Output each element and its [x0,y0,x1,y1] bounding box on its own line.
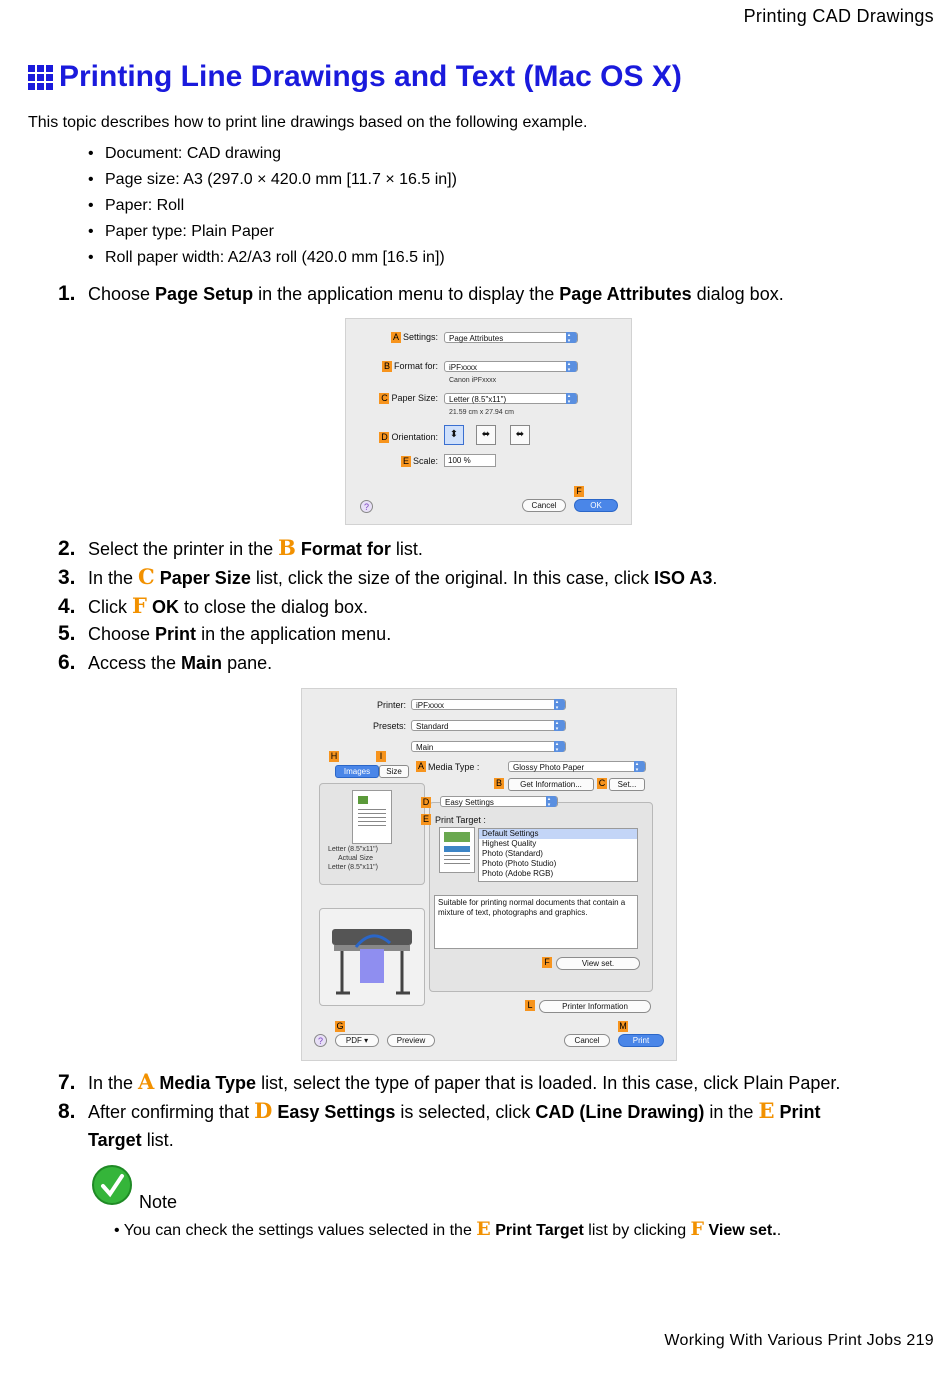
preview-line-1: Letter (8.5"x11") [328,846,378,853]
letter-f: F [132,593,147,618]
tag-a: A [392,332,399,342]
set-button[interactable]: Set... [609,778,645,791]
step-6: 6. Access the Main pane. [58,651,273,674]
tag-b: B [383,361,390,371]
get-information-button[interactable]: Get Information... [508,778,594,791]
print-target-label: Print Target : [435,815,486,825]
letter-d: D [254,1098,273,1123]
tag-g: G [336,1021,344,1031]
tag-a: A [417,761,424,771]
preview-panel [319,783,425,885]
step-4: 4. Click F OK to close the dialog box. [58,593,369,618]
running-header: Printing CAD Drawings [743,6,934,26]
list-item: • Document: CAD drawing [86,144,457,170]
step-7: 7. In the A Media Type list, select the type of paper that is loaded. In this case, click Plain Paper. [58,1069,841,1094]
paper-size-select[interactable]: Letter (8.5"x11") ▴▾ [444,393,578,404]
page-attributes-dialog [345,318,632,525]
step-1: 1. Choose Page Setup in the application menu to display the Page Attributes dialog box. [58,282,784,305]
tag-e: E [402,456,409,466]
help-icon[interactable]: ? [314,1034,327,1047]
intro-text: This topic describes how to print line drawings based on the following example. [28,114,588,131]
section-grid-icon [28,65,53,90]
page-title [28,60,682,94]
preview-line-3: Letter (8.5"x11") [328,864,378,871]
tag-e: E [422,814,429,824]
orientation-label: D Orientation: [381,432,438,442]
cancel-button[interactable]: Cancel [522,499,566,512]
tag-d: D [422,797,430,807]
note-label: Note [139,1192,178,1212]
page-footer: Working With Various Print Jobs 219 [664,1332,934,1349]
portrait-icon[interactable]: ⬍ [444,425,464,445]
settings-select[interactable]: Page Attributes ▴▾ [444,332,578,343]
landscape-right-icon[interactable]: ⬌ [510,425,530,445]
scale-input[interactable]: 100 % [444,454,496,467]
list-item[interactable]: Default Settings [479,829,637,839]
printer-illustration-panel [319,908,425,1006]
page-title-text: Printing Line Drawings and Text (Mac OS X) [59,60,682,93]
preview-button[interactable]: Preview [387,1034,435,1047]
step-8-continued: Target list. [88,1130,174,1150]
cancel-button[interactable]: Cancel [564,1034,610,1047]
tag-c: C [598,778,606,788]
list-item: • Paper type: Plain Paper [86,222,457,248]
media-type-select[interactable]: Glossy Photo Paper ▴▾ [508,761,646,772]
print-main-dialog [301,688,677,1061]
note-item: • You can check the settings values selected in the E Print Target list by clicking F View set.. [114,1218,782,1240]
tag-i: I [376,751,386,762]
list-item[interactable]: Photo (Photo Studio) [482,859,557,868]
step-5: 5. Choose Print in the application menu. [58,622,392,645]
example-list [86,144,457,274]
preview-line-2: Actual Size [338,855,374,862]
printer-information-button[interactable]: Printer Information [539,1000,651,1013]
list-item[interactable]: Highest Quality [482,839,537,848]
target-thumbnail-icon [439,827,475,873]
tab-size[interactable]: Size [379,765,409,778]
list-item[interactable]: Photo (Standard) [482,849,543,858]
step-2: 2. Select the printer in the B Format for list. [58,535,423,560]
list-item[interactable]: Photo (Adobe RGB) [482,869,554,878]
paper-sub: 21.59 cm x 27.94 cm [449,409,514,416]
pdf-button[interactable]: PDF ▾ [335,1034,379,1047]
tag-h: H [330,751,338,761]
view-set-button[interactable]: View set. [556,957,640,970]
format-for-label: B Format for: [383,361,438,371]
tag-l: L [525,1000,535,1011]
print-button[interactable]: Print [618,1034,664,1047]
list-item: • Paper: Roll [86,196,457,222]
tag-c: C [381,393,388,403]
help-icon[interactable]: ? [360,500,373,513]
paper-size-label: C Paper Size: [381,393,438,403]
format-sub: Canon iPFxxxx [449,377,497,384]
printer-label: Printer: [376,700,406,710]
tag-b: B [495,778,502,788]
pane-select[interactable]: Main ▴▾ [411,741,566,752]
landscape-left-icon[interactable]: ⬌ [476,425,496,445]
letter-e: E [476,1218,491,1240]
ok-button[interactable]: OK [574,499,618,512]
print-target-list[interactable] [478,828,638,882]
list-item: • Roll paper width: A2/A3 roll (420.0 mm [16.5 in]) [86,248,457,274]
letter-b: B [278,535,296,560]
tab-images[interactable]: Images [335,765,379,778]
tag-m: M [619,1021,627,1031]
settings-label: A Settings: [392,332,438,342]
description-box: Suitable for printing normal documents that contain a mixture of text, photographs and graphics. [434,895,638,949]
tag-d: D [381,432,388,442]
media-type-label: Media Type : [428,762,480,772]
page-thumbnail [352,790,392,844]
letter-a: A [138,1069,155,1094]
step-8: 8. After confirming that D Easy Settings is selected, click CAD (Line Drawing) in the E Print [58,1098,821,1123]
presets-select[interactable]: Standard ▴▾ [411,720,566,731]
presets-label: Presets: [372,721,406,731]
letter-f: F [690,1218,705,1240]
letter-e: E [758,1098,775,1123]
tag-f: F [542,957,552,968]
tag-f: F [574,486,584,497]
printer-select[interactable]: iPFxxxx ▴▾ [411,699,566,710]
scale-label: E Scale: [402,456,438,466]
easy-settings-select[interactable]: Easy Settings ▴▾ [440,796,558,807]
note-check-icon [91,1164,135,1208]
printer-illustration [320,909,424,1005]
list-item: • Page size: A3 (297.0 × 420.0 mm [11.7 × 16.5 in]) [86,170,457,196]
step-3: 3. In the C Paper Size list, click the size of the original. In this case, click ISO A3. [58,564,718,589]
letter-c: C [138,564,155,589]
format-for-select[interactable]: iPFxxxx ▴▾ [444,361,578,372]
